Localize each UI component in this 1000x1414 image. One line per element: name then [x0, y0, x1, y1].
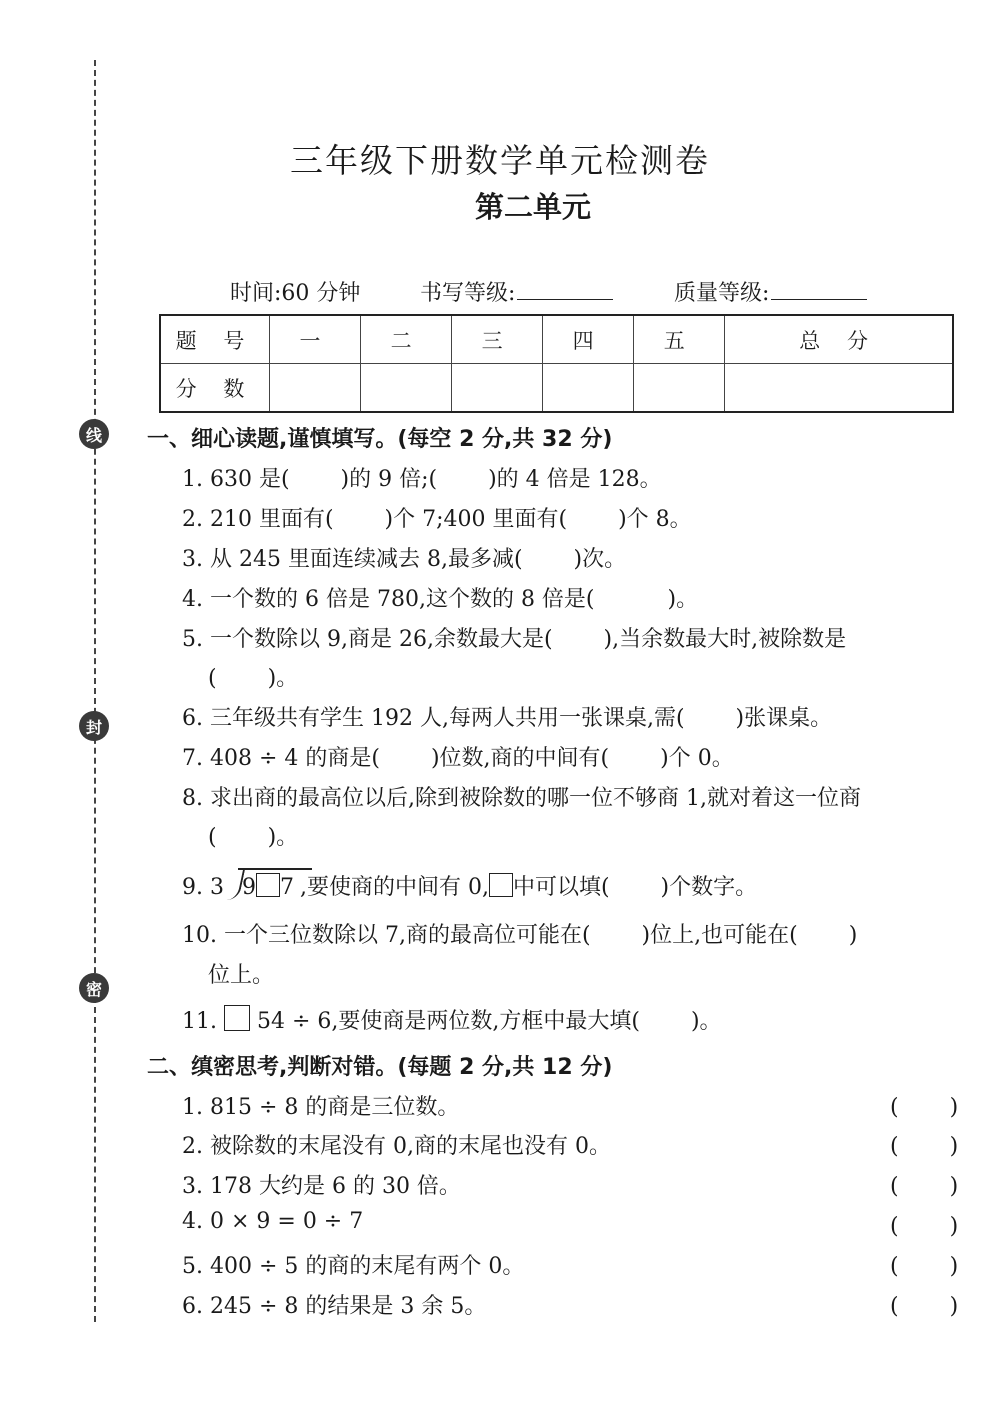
division-bar [238, 868, 312, 870]
section-2-title: 二、缜密思考,判断对错。(每题 2 分,共 12 分) [147, 1055, 613, 1080]
binding-dashed-line [94, 60, 96, 1322]
judge-item-5: 5. 400 ÷ 5 的商的末尾有两个 0。 [182, 1254, 525, 1279]
question-1-5-cont: ( )。 [208, 666, 299, 691]
score-cell[interactable] [725, 364, 953, 413]
score-table-header-row [160, 315, 953, 364]
page-subtitle: 第二单元 [474, 190, 591, 224]
quality-grade-label: 质量等级: [674, 281, 770, 306]
page-title: 三年级下册数学单元检测卷 [290, 141, 710, 180]
quality-grade-blank[interactable] [771, 279, 867, 300]
q9-dividend-digit: 7 [279, 875, 294, 900]
q9-text: 中可以填( )个数字。 [512, 875, 758, 900]
score-cell[interactable] [543, 364, 634, 413]
question-1-3: 3. 从 245 里面连续减去 8,最多减( )次。 [182, 547, 627, 572]
judge-answer-3[interactable]: ( ) [890, 1174, 959, 1199]
digit-box[interactable] [256, 873, 280, 897]
score-cell[interactable] [452, 364, 543, 413]
question-1-10: 10. 一个三位数除以 7,商的最高位可能在( )位上,也可能在( ) [182, 923, 858, 948]
score-header-cell: 一 [270, 315, 361, 364]
score-header-cell: 四 [543, 315, 634, 364]
question-1-6: 6. 三年级共有学生 192 人,每两人共用一张课桌,需( )张课桌。 [182, 706, 833, 731]
score-table-score-row [160, 364, 953, 413]
writing-grade-label: 书写等级: [420, 281, 516, 306]
score-header-cell: 五 [634, 315, 725, 364]
exam-time: 时间:60 分钟 [230, 281, 361, 306]
question-1-7: 7. 408 ÷ 4 的商是( )位数,商的中间有( )个 0。 [182, 746, 734, 771]
q11-number: 11. [182, 1009, 217, 1034]
judge-answer-1[interactable]: ( ) [890, 1095, 959, 1120]
question-1-1: 1. 630 是( )的 9 倍;( )的 4 倍是 128。 [182, 467, 662, 492]
q9-dividend-digit: 9 [241, 875, 256, 900]
judge-item-1: 1. 815 ÷ 8 的商是三位数。 [182, 1095, 460, 1120]
judge-answer-4[interactable]: ( ) [890, 1214, 959, 1239]
score-header-cell: 三 [452, 315, 543, 364]
judge-item-6: 6. 245 ÷ 8 的结果是 3 余 5。 [182, 1294, 487, 1319]
question-1-8: 8. 求出商的最高位以后,除到被除数的哪一位不够商 1,就对着这一位商 [182, 786, 861, 811]
score-row-label: 分 数 [160, 364, 270, 413]
score-cell[interactable] [270, 364, 361, 413]
judge-answer-6[interactable]: ( ) [890, 1294, 959, 1319]
q9-divisor: 9. 3 [182, 875, 224, 900]
judge-item-3: 3. 178 大约是 6 的 30 倍。 [182, 1174, 461, 1199]
quality-grade [674, 276, 867, 307]
q11-text: 54 ÷ 6,要使商是两位数,方框中最大填( )。 [257, 1009, 722, 1034]
binding-mark-feng: 封 [79, 711, 109, 741]
writing-grade-blank[interactable] [517, 279, 613, 300]
writing-grade [420, 276, 613, 307]
score-header-cell: 总 分 [725, 315, 953, 364]
question-1-11 [182, 1004, 722, 1035]
judge-answer-2[interactable]: ( ) [890, 1134, 959, 1159]
score-cell[interactable] [634, 364, 725, 413]
digit-box[interactable] [224, 1005, 250, 1031]
judge-answer-5[interactable]: ( ) [890, 1254, 959, 1279]
judge-item-4: 4. 0 × 9 = 0 ÷ 7 [182, 1209, 364, 1234]
score-header-cell: 二 [361, 315, 452, 364]
section-1-title: 一、细心读题,谨慎填写。(每空 2 分,共 32 分) [147, 427, 613, 452]
question-1-9 [182, 870, 757, 901]
judge-item-2: 2. 被除数的末尾没有 0,商的末尾也没有 0。 [182, 1134, 611, 1159]
question-1-5: 5. 一个数除以 9,商是 26,余数最大是( ),当余数最大时,被除数是 [182, 627, 847, 652]
question-1-10-cont: 位上。 [208, 963, 275, 988]
score-table [159, 314, 954, 413]
question-1-4: 4. 一个数的 6 倍是 780,这个数的 8 倍是( )。 [182, 587, 699, 612]
score-header-cell: 题 号 [160, 315, 270, 364]
score-cell[interactable] [361, 364, 452, 413]
digit-box-reference [489, 873, 513, 897]
question-1-8-cont: ( )。 [208, 825, 299, 850]
long-division [228, 873, 300, 900]
question-1-2: 2. 210 里面有( )个 7;400 里面有( )个 8。 [182, 507, 692, 532]
binding-mark-xian: 线 [79, 419, 109, 449]
q9-text: ,要使商的中间有 0, [299, 875, 489, 900]
binding-mark-mi: 密 [79, 973, 109, 1003]
